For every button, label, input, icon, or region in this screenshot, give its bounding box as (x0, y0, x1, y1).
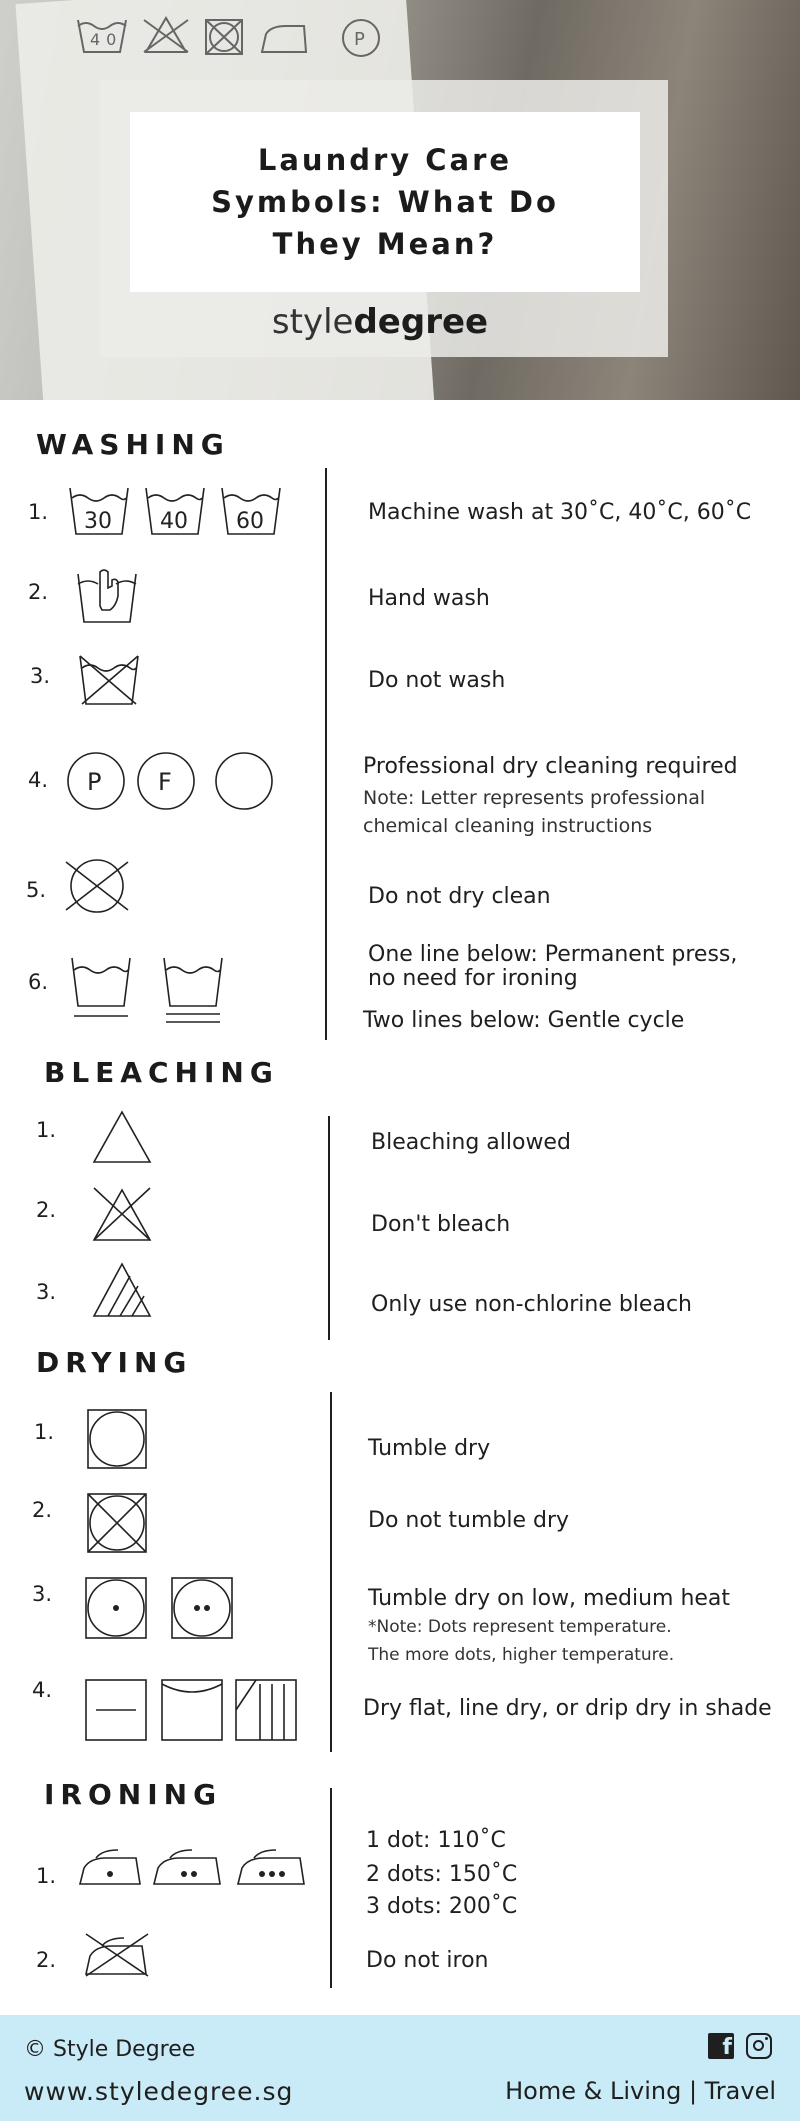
drying-item-3-note-2: The more dots, higher temperature. (368, 1645, 675, 1665)
non-chlorine-bleach-icon (92, 1262, 152, 1318)
drying-item-3-desc: Tumble dry on low, medium heat (368, 1586, 731, 1611)
instagram-icon[interactable] (746, 2033, 772, 2059)
do-not-bleach-icon (92, 1186, 152, 1242)
do-not-dry-clean-icon (62, 858, 132, 914)
bleaching-divider (328, 1116, 330, 1340)
bleaching-heading: BLEACHING (44, 1056, 279, 1089)
ironing-item-2-desc: Do not iron (366, 1948, 489, 1973)
brand-light: style (271, 302, 354, 342)
machine-wash-icon (68, 484, 288, 540)
drying-item-3-number: 3. (32, 1582, 53, 1606)
label-care-icons (76, 12, 406, 82)
page-title (211, 139, 559, 265)
washing-item-5-number: 5. (26, 878, 47, 902)
bleaching-item-2-number: 2. (36, 1198, 57, 1222)
wash-temp-30: 30 (84, 509, 112, 534)
washing-heading: WASHING (36, 428, 230, 461)
washing-item-3-desc: Do not wash (368, 668, 506, 693)
bleach-allowed-icon (92, 1110, 152, 1164)
washing-item-4-desc: Professional dry cleaning required (363, 754, 738, 779)
ironing-item-1-number: 1. (36, 1864, 57, 1888)
do-not-tumble-dry-icon (86, 1492, 148, 1554)
facebook-icon[interactable]: f (708, 2033, 734, 2059)
wash-temp-40: 40 (160, 509, 188, 534)
wash-temp-60: 60 (236, 509, 264, 534)
drying-item-4-desc: Dry flat, line dry, or drip dry in shade (363, 1696, 772, 1721)
drying-item-3-note-1: *Note: Dots represent temperature. (368, 1617, 672, 1637)
title-line-1: Laundry Care (257, 143, 513, 177)
washing-item-2-desc: Hand wash (368, 586, 490, 611)
footer-categories[interactable]: Home & Living | Travel (505, 2077, 776, 2105)
ironing-item-2-number: 2. (36, 1948, 57, 1972)
ironing-heading: IRONING (44, 1778, 223, 1811)
svg-text:40: 40 (90, 30, 123, 49)
label-care-symbols-icon (76, 12, 406, 72)
footer-website-link[interactable]: www.styledegree.sg (24, 2077, 294, 2106)
ironing-divider (330, 1788, 332, 1988)
washing-item-6-desc-2: no need for ironing (368, 966, 578, 991)
drying-item-1-number: 1. (34, 1420, 55, 1444)
professional-dry-clean-icon (66, 750, 276, 812)
title-line-3: They Mean? (272, 227, 498, 261)
drying-divider (330, 1392, 332, 1752)
washing-item-3-number: 3. (30, 664, 51, 688)
tumble-dry-icon (86, 1408, 148, 1470)
washing-item-6-desc-1: One line below: Permanent press, (368, 942, 738, 967)
bleaching-item-3-number: 3. (36, 1280, 57, 1304)
ironing-item-1-line-3: 3 dots: 200˚C (366, 1894, 518, 1919)
drying-heading: DRYING (36, 1346, 193, 1379)
bleaching-item-3-desc: Only use non-chlorine bleach (371, 1292, 692, 1317)
washing-item-4-note-1: Note: Letter represents professional (363, 787, 706, 809)
tumble-dry-low-medium-heat-icon (84, 1576, 236, 1640)
permanent-press-gentle-cycle-icon (70, 954, 230, 1026)
title-box (130, 112, 640, 292)
brand-bold: degree (353, 302, 489, 342)
dry-flat-line-drip-shade-icon (84, 1678, 300, 1742)
washing-item-4-note-2: chemical cleaning instructions (363, 815, 653, 837)
bleaching-item-2-desc: Don't bleach (371, 1212, 511, 1237)
do-not-iron-icon (84, 1930, 152, 1978)
dry-clean-letter-p: P (87, 768, 102, 796)
drying-item-2-number: 2. (32, 1498, 53, 1522)
washing-item-2-number: 2. (28, 580, 49, 604)
drying-item-2-desc: Do not tumble dry (368, 1508, 570, 1533)
footer-copyright: © Style Degree (24, 2037, 196, 2062)
drying-item-4-number: 4. (32, 1678, 53, 1702)
washing-item-4-number: 4. (28, 768, 49, 792)
hero-banner (0, 0, 800, 400)
title-line-2: Symbols: What Do (211, 185, 559, 219)
iron-temperature-icon (78, 1846, 308, 1888)
washing-item-1-number: 1. (28, 500, 49, 524)
washing-item-1-desc: Machine wash at 30˚C, 40˚C, 60˚C (368, 500, 752, 525)
hand-wash-icon (76, 566, 140, 626)
dry-clean-letter-f: F (158, 768, 172, 796)
svg-text:P: P (354, 29, 371, 50)
bleaching-item-1-desc: Bleaching allowed (371, 1130, 571, 1155)
drying-item-1-desc: Tumble dry (368, 1436, 491, 1461)
brand-logo (230, 302, 530, 342)
washing-divider (325, 468, 327, 1040)
bleaching-item-1-number: 1. (36, 1118, 57, 1142)
washing-item-6-number: 6. (28, 970, 49, 994)
ironing-item-1-line-1: 1 dot: 110˚C (366, 1828, 506, 1853)
ironing-item-1-line-2: 2 dots: 150˚C (366, 1862, 518, 1887)
do-not-wash-icon (78, 652, 142, 708)
washing-item-6-desc-3: Two lines below: Gentle cycle (363, 1008, 685, 1033)
footer (0, 2015, 800, 2121)
washing-item-5-desc: Do not dry clean (368, 884, 551, 909)
